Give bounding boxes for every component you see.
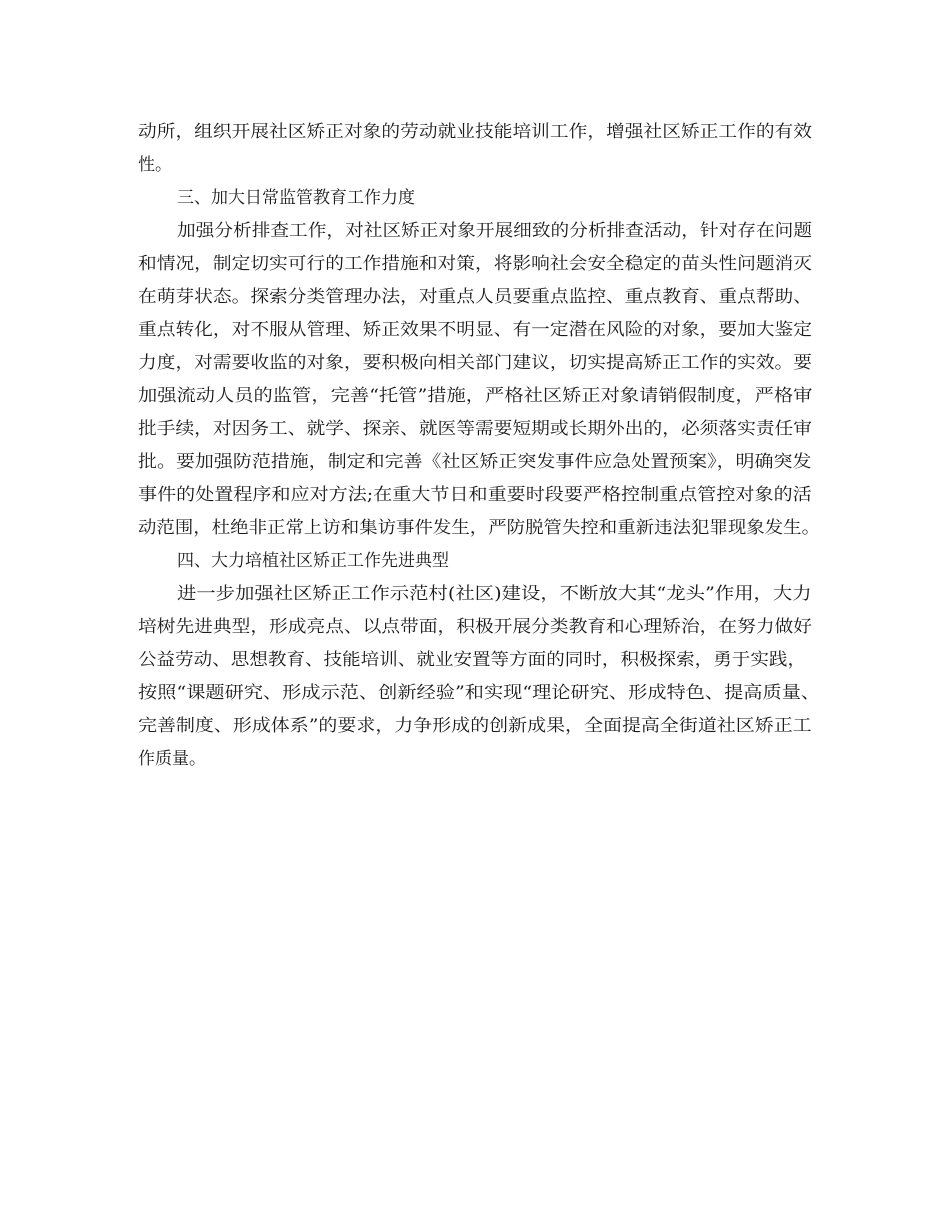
paragraph-line: 动范围，杜绝非正常上访和集访事件发生，严防脱管失控和重新违法犯罪现象发生。	[138, 518, 820, 538]
paragraph-line: 重点转化，对不服从管理、矫正效果不明显、有一定潜在风险的对象，要加大鉴定	[138, 320, 812, 340]
paragraph-line: 批。要加强防范措施，制定和完善《社区矫正突发事件应急处置预案》，明确突发	[138, 452, 812, 472]
section-heading-3: 三、加大日常监管教育工作力度	[177, 188, 415, 208]
paragraph-line: 事件的处置程序和应对方法;在重大节日和重要时段要严格控制重点管控对象的活	[138, 485, 812, 505]
paragraph-line: 加强流动人员的监管，完善“托管”措施，严格社区矫正对象请销假制度，严格审	[138, 386, 813, 406]
paragraph-line: 培树先进典型，形成亮点、以点带面，积极开展分类教育和心理矫治，在努力做好	[138, 617, 812, 637]
paragraph-line: 和情况，制定切实可行的工作措施和对策，将影响社会安全稳定的苗头性问题消灭	[138, 254, 812, 274]
paragraph-line: 动所，组织开展社区矫正对象的劳动就业技能培训工作，增强社区矫正工作的有效	[138, 122, 812, 142]
paragraph-line: 作质量。	[138, 749, 206, 769]
section-heading-4: 四、大力培植社区矫正工作先进典型	[177, 551, 449, 571]
paragraph-line: 性。	[138, 155, 172, 175]
paragraph-line: 力度，对需要收监的对象，要积极向相关部门建议，切实提高矫正工作的实效。要	[138, 353, 812, 373]
paragraph-line: 批手续，对因务工、就学、探亲、就医等需要短期或长期外出的，必须落实责任审	[138, 419, 812, 439]
paragraph-line: 在萌芽状态。探索分类管理办法，对重点人员要重点监控、重点教育、重点帮助、	[138, 287, 812, 307]
paragraph-line: 公益劳动、思想教育、技能培训、就业安置等方面的同时，积极探索，勇于实践，	[138, 650, 806, 670]
paragraph-line: 加强分析排查工作，对社区矫正对象开展细致的分析排查活动，针对存在问题	[177, 221, 812, 241]
paragraph-line: 进一步加强社区矫正工作示范村(社区)建设，不断放大其“龙头”作用，大力	[177, 584, 812, 604]
paragraph-line: 完善制度、形成体系”的要求，力争形成的创新成果，全面提高全街道社区矫正工	[138, 716, 812, 736]
paragraph-line: 按照“课题研究、形成示范、创新经验”和实现“理论研究、形成特色、提高质量、	[138, 683, 821, 703]
